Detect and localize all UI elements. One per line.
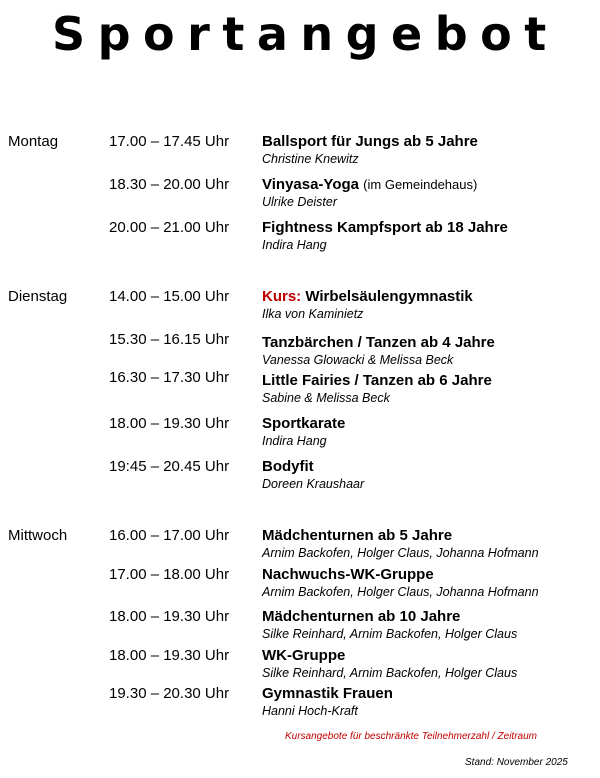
- entry-time: 15.30 – 16.15 Uhr: [109, 331, 230, 348]
- course-name: Bodyfit: [262, 458, 314, 475]
- course-name: Sportkarate: [262, 415, 346, 432]
- course-footnote: Kursangebote für beschränkte Teilnehmerzahl / Zeitraum: [285, 731, 537, 742]
- course-name: WK-Gruppe: [262, 647, 346, 664]
- trainer-name: Silke Reinhard, Arnim Backofen, Holger Claus: [262, 627, 518, 641]
- entry-time: 16.30 – 17.30 Uhr: [109, 369, 230, 386]
- stand-date: Stand: November 2025: [465, 757, 568, 768]
- course-name: Nachwuchs-WK-Gruppe: [262, 566, 434, 583]
- trainer-name: Hanni Hoch-Kraft: [262, 704, 358, 718]
- course-name: Mädchenturnen ab 5 Jahre: [262, 527, 453, 544]
- entry-time: 16.00 – 17.00 Uhr: [109, 527, 230, 544]
- course-title: Wirbelsäulengymnastik: [305, 288, 473, 305]
- course-name: Ballsport für Jungs ab 5 Jahre: [262, 133, 478, 150]
- trainer-name: Arnim Backofen, Holger Claus, Johanna Hofmann: [262, 585, 539, 599]
- trainer-name: Indira Hang: [262, 238, 327, 252]
- entry-time: 14.00 – 15.00 Uhr: [109, 288, 230, 305]
- course-name: Gymnastik Frauen: [262, 685, 393, 702]
- trainer-name: Indira Hang: [262, 434, 327, 448]
- course-name: Tanzbärchen / Tanzen ab 4 Jahre: [262, 334, 495, 351]
- page-title: Sportangebot: [52, 7, 559, 61]
- day-montag: Montag: [8, 133, 59, 150]
- entry-time: 18.30 – 20.00 Uhr: [109, 176, 230, 193]
- course-name: Little Fairies / Tanzen ab 6 Jahre: [262, 372, 492, 389]
- trainer-name: Silke Reinhard, Arnim Backofen, Holger Claus: [262, 666, 518, 680]
- course-location-note: (im Gemeindehaus): [363, 177, 478, 192]
- day-dienstag: Dienstag: [8, 288, 68, 305]
- entry-time: 18.00 – 19.30 Uhr: [109, 647, 230, 664]
- trainer-name: Doreen Kraushaar: [262, 477, 365, 491]
- trainer-name: Vanessa Glowacki & Melissa Beck: [262, 353, 454, 367]
- entry-time: 20.00 – 21.00 Uhr: [109, 219, 230, 236]
- course-name: [262, 176, 477, 194]
- course-title: Vinyasa-Yoga: [262, 176, 359, 193]
- entry-time: 17.00 – 17.45 Uhr: [109, 133, 230, 150]
- trainer-name: Arnim Backofen, Holger Claus, Johanna Hofmann: [262, 546, 539, 560]
- entry-time: 18.00 – 19.30 Uhr: [109, 608, 230, 625]
- entry-time: 18.00 – 19.30 Uhr: [109, 415, 230, 432]
- course-name: Mädchenturnen ab 10 Jahre: [262, 608, 461, 625]
- entry-time: 17.00 – 18.00 Uhr: [109, 566, 230, 583]
- entry-time: 19.30 – 20.30 Uhr: [109, 685, 230, 702]
- trainer-name: Christine Knewitz: [262, 152, 359, 166]
- course-name: Fightness Kampfsport ab 18 Jahre: [262, 219, 508, 236]
- entry-time: 19:45 – 20.45 Uhr: [109, 458, 230, 475]
- kurs-label: Kurs:: [262, 288, 302, 305]
- trainer-name: Sabine & Melissa Beck: [262, 391, 390, 405]
- trainer-name: Ilka von Kaminietz: [262, 307, 364, 321]
- course-name: [262, 288, 473, 306]
- trainer-name: Ulrike Deister: [262, 195, 338, 209]
- day-mittwoch: Mittwoch: [8, 527, 68, 544]
